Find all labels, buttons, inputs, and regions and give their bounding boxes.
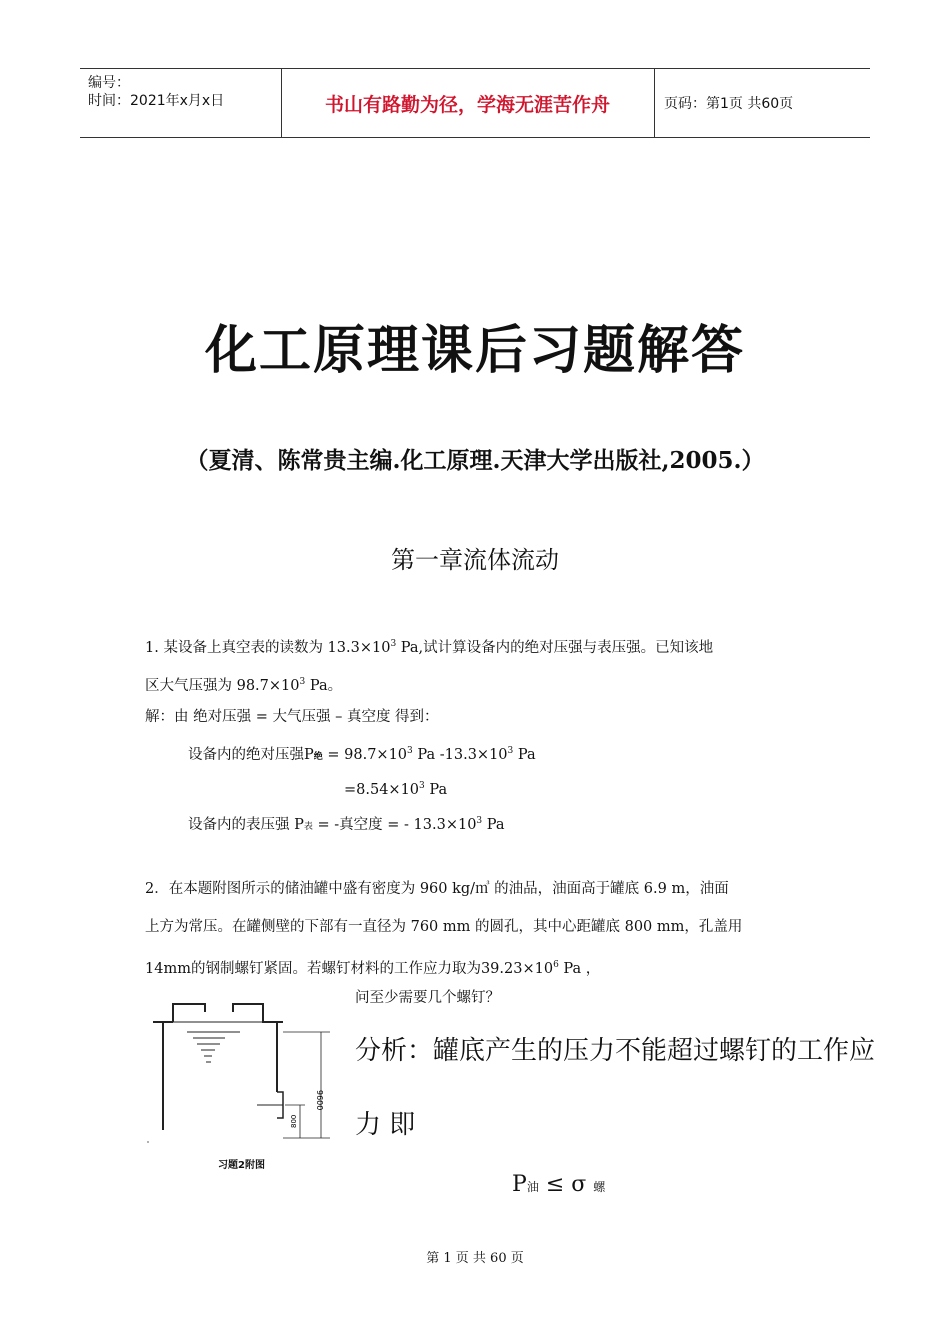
- problem1-line2: 区大气压强为 $98.7\times 10^3$ Pa。: [145, 677, 343, 694]
- chapter-heading: 第一章流体流动: [391, 546, 559, 574]
- problem2-line1: 2．在本题附图所示的储油罐中盛有密度为 960 kg/㎥ 的油品，油面高于罐底 6.9 m，油面: [145, 881, 729, 897]
- header-divider: [654, 69, 655, 137]
- time-label: 时间：2021年x月x日: [88, 93, 225, 109]
- problem1-absolute-pressure: 设备内的绝对压强P绝 = $98.7\times 10^3$ Pa $-13.3\times 10^3$ Pa: [188, 746, 536, 763]
- problem1-gauge-pressure: 设备内的表压强 P表 = -真空度 = - $13.3\times 10^3$ Pa: [188, 816, 505, 833]
- document-subtitle: （夏清、陈常贵主编.化工原理.天津大学出版社,2005.）: [185, 447, 765, 474]
- dimension-height-label: 9600: [315, 1090, 324, 1111]
- number-label: 编号：: [88, 75, 130, 91]
- problem2-line2: 上方为常压。在罐侧壁的下部有一直径为 760 mm 的圆孔，其中心距罐底 800 mm，孔盖用: [145, 919, 743, 935]
- page-footer: 第 1 页 共 60 页: [426, 1251, 524, 1266]
- document-title: 化工原理课后习题解答: [204, 320, 745, 381]
- header-page-info: 页码：第1页 共60页: [664, 96, 794, 112]
- problem1-absolute-result: $=8.54\times 10^3$ Pa: [344, 781, 448, 798]
- dimension-hole-label: 800: [290, 1114, 298, 1128]
- problem1-solution-intro: 解：由 绝对压强 = 大气压强 – 真空度 得到：: [145, 709, 439, 725]
- page-header: [80, 68, 870, 138]
- figure-caption: 习题2附图: [218, 1160, 265, 1171]
- analysis-formula: P油 ≤ σ 螺: [512, 1172, 606, 1197]
- problem2-line3: 14mm的钢制螺钉紧固。若螺钉材料的工作应力取为$39.23\times 10^6$ Pa ，: [145, 960, 601, 977]
- oil-tank-figure: [145, 1000, 345, 1175]
- analysis-line2: 力 即: [355, 1110, 416, 1140]
- header-motto: 书山有路勤为径，学海无涯苦作舟: [324, 93, 610, 116]
- analysis-line1: 分析：罐底产生的压力不能超过螺钉的工作应: [355, 1036, 876, 1066]
- header-meta: [80, 69, 280, 137]
- problem2-question: 问至少需要几个螺钉？: [355, 990, 500, 1006]
- problem1-line1: 1. 某设备上真空表的读数为 $13.3\times 10^3$ Pa,试计算设备内的绝对压强与表压强。已知该地: [145, 639, 714, 656]
